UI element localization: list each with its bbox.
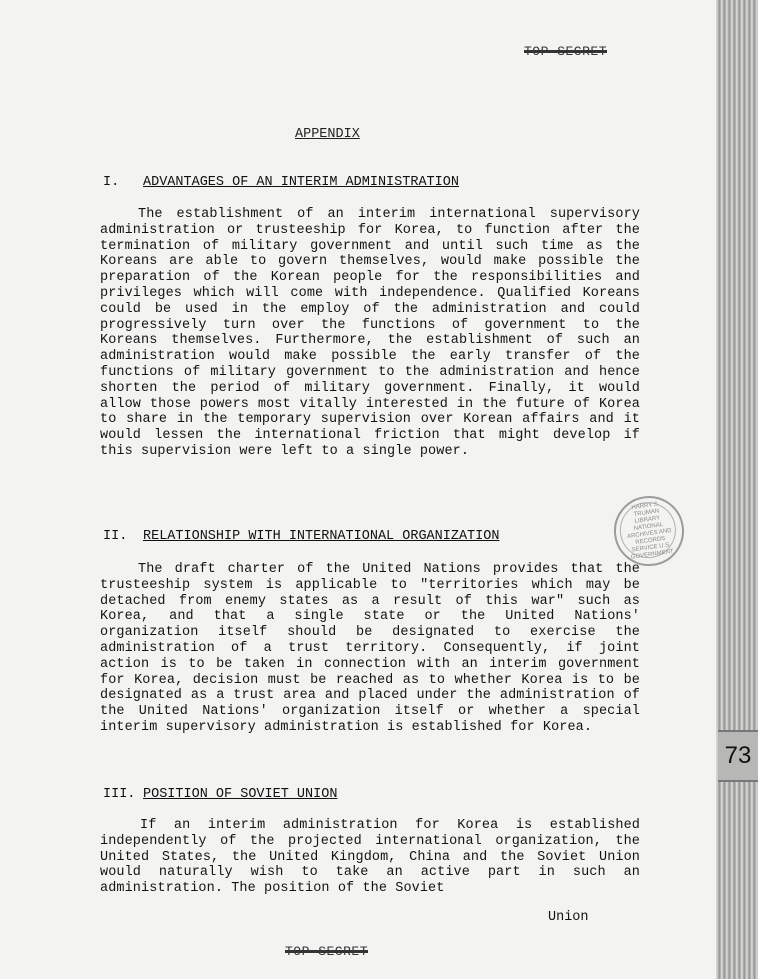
stacked-page-edges bbox=[716, 0, 758, 979]
classification-marking-top: TOP SECRET bbox=[524, 44, 608, 59]
page-tab-number: 73 bbox=[724, 742, 752, 769]
section-title: POSITION OF SOVIET UNION bbox=[143, 787, 338, 802]
appendix-title: APPENDIX bbox=[295, 127, 360, 142]
archive-stamp bbox=[609, 491, 688, 570]
section-number: III. bbox=[103, 787, 136, 802]
section-title: ADVANTAGES OF AN INTERIM ADMINISTRATION bbox=[143, 175, 459, 190]
section-body-3: If an interim administration for Korea is established independently of the projected international organization, the United States, the United Kingdom, China and the Soviet Union would naturally wish to take an active part in such an administration. The position of the Soviet bbox=[100, 818, 640, 897]
section-heading-1 bbox=[103, 175, 459, 190]
section-number: II. bbox=[103, 529, 128, 544]
section-title: RELATIONSHIP WITH INTERNATIONAL ORGANIZATION bbox=[143, 529, 500, 544]
section-body-2: The draft charter of the United Nations provides that the trusteeship system is applicable to "territories which may be detached from enemy states as a result of this war" such as Korea, and that a single state or the United Nations' organization itself should be designated to exercise the administration of a trust territory. Consequently, if joint action is to be taken in connection with an interim government for Korea, decision must be reached as to whether Korea is to be designated as a trust area and placed under the administration of the United Nations' organization itself or whether a special interim supervisory administration is established for Korea. bbox=[100, 562, 640, 735]
section-heading-2 bbox=[103, 529, 499, 544]
catchword: Union bbox=[548, 910, 589, 925]
section-body-1: The establishment of an interim international supervisory administration or trusteeship for Korea, to function after the termination of military government and until such time as the Koreans are able to govern themselves, would make possible the preparation of the Korean people for the responsibilities and privileges which will come with independence. Qualified Koreans could be used in the employ of the administration and could progressively turn over the functions of government to the Koreans themselves. Furthermore, the establishment of such an administration would make possible the early transfer of the functions of military government to the administration and hence shorten the period of military government. Finally, it would allow those powers most vitally interested in the future of Korea to share in the temporary supervision over Korean affairs and it would lessen the international friction that might develop if this supervision were left to a single power. bbox=[100, 207, 640, 459]
classification-marking-bottom: TOP SECRET bbox=[285, 944, 369, 959]
stamp-text: HARRY S. TRUMAN LIBRARY NATIONAL ARCHIVES AND RECORDS SERVICE U.S. GOVERNMENT bbox=[626, 501, 675, 561]
section-heading-3 bbox=[103, 787, 337, 802]
page-tab bbox=[718, 730, 758, 782]
section-number: I. bbox=[103, 175, 120, 190]
